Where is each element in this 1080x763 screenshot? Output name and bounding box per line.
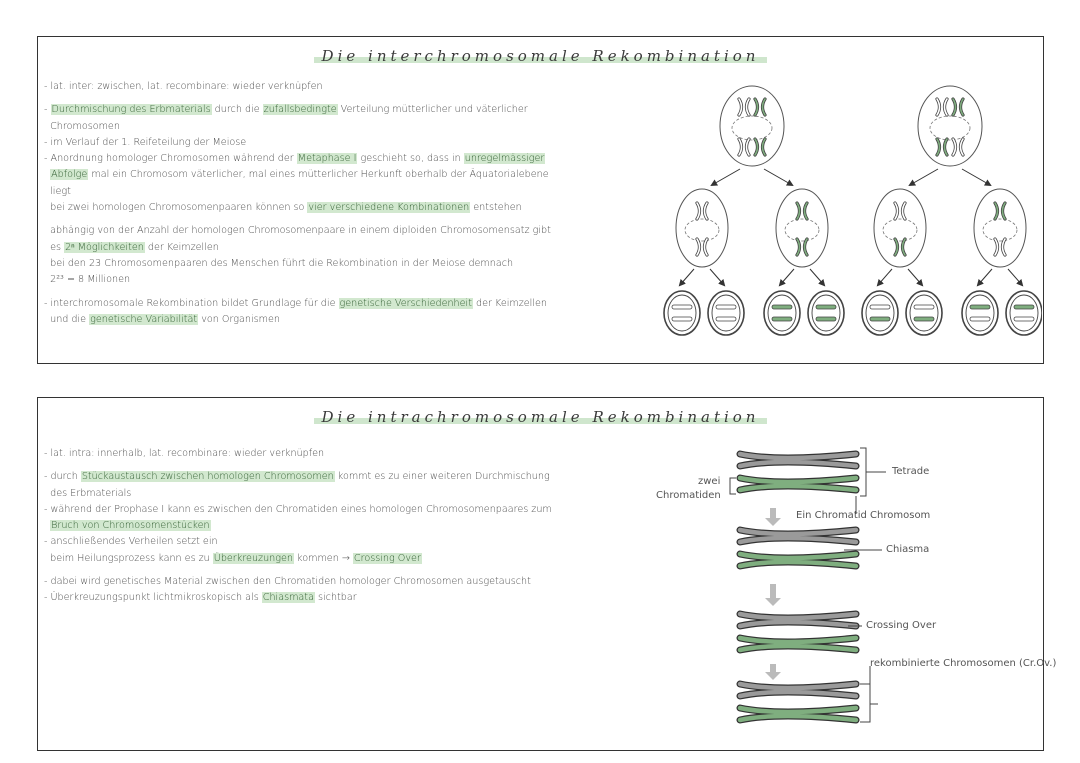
inter-line bbox=[44, 272, 604, 288]
inter-line: - Anordnung homologer Chromosomen während der Metaphase I geschieht so, dass in unregelmässiger bbox=[44, 153, 545, 165]
note-text: durch die bbox=[211, 104, 263, 116]
inter-line bbox=[44, 312, 604, 328]
crossing-over-figure bbox=[608, 436, 1057, 746]
division-arrow bbox=[712, 169, 740, 185]
inter-line bbox=[44, 167, 604, 183]
division-arrow bbox=[1008, 269, 1022, 285]
gamete-cell bbox=[664, 291, 700, 335]
inter-line bbox=[44, 200, 604, 216]
gamete-chromosome bbox=[970, 305, 990, 309]
note-text: dabei wird genetisches Material zwischen den Chromatiden homologer Chromosomen ausgetauscht bbox=[50, 576, 531, 588]
intrachromosomal-title: Die intrachromosomale Rekombination bbox=[38, 408, 1043, 426]
highlighted-term: Durchmischung des Erbmaterials bbox=[51, 104, 211, 116]
inter-line bbox=[44, 256, 604, 272]
intra-line: - dabei wird genetisches Material zwischen den Chromatiden homologer Chromosomen ausgetauscht bbox=[44, 576, 531, 588]
highlighted-term: Überkreuzungen bbox=[213, 552, 293, 564]
gamete-chromosome bbox=[716, 305, 736, 309]
gamete-cell bbox=[708, 291, 744, 335]
inter-line: - im Verlauf der 1. Reifeteilung der Meiose bbox=[44, 136, 247, 148]
division-arrow bbox=[962, 169, 990, 185]
gamete-chromosome bbox=[870, 305, 890, 309]
note-text: Chromosomen bbox=[50, 120, 120, 132]
inter-line: - lat. inter: zwischen, lat. recombinare: wieder verknüpfen bbox=[44, 81, 323, 92]
highlighted-term: genetische Verschiedenheit bbox=[339, 297, 472, 309]
inter-line bbox=[44, 184, 604, 200]
label-zwei: zwei bbox=[698, 476, 721, 487]
parent-cell bbox=[918, 86, 982, 166]
gamete-cell bbox=[862, 291, 898, 335]
inter-line bbox=[44, 240, 604, 256]
note-text: lat. intra: innerhalb, lat. recombinare: wieder verknüpfen bbox=[50, 448, 325, 459]
note-text: anschließendes Verheilen setzt ein bbox=[50, 536, 218, 548]
highlighted-term: 2ⁿ Möglichkeiten bbox=[65, 241, 144, 253]
division-arrow bbox=[680, 269, 694, 285]
note-text: der Keimzellen bbox=[472, 297, 547, 309]
inter-line: - Durchmischung des Erbmaterials durch die zufallsbedingte Verteilung mütterlicher und väterlicher bbox=[44, 104, 528, 116]
stage-arrow-head bbox=[765, 672, 781, 680]
label-tetrade: Tetrade bbox=[892, 466, 930, 477]
interchromosomal-title: Die interchromosomale Rekombination bbox=[38, 47, 1043, 65]
highlighted-term: vier verschiedene Kombinationen bbox=[308, 202, 470, 214]
label-chiasma: Chiasma bbox=[886, 544, 930, 555]
highlighted-term: zufallsbedingte bbox=[263, 104, 337, 116]
stage-arrow bbox=[770, 584, 776, 598]
note-text: bei den 23 Chromosomenpaaren des Menschen führt die Rekombination in der Meiose demnach bbox=[50, 257, 514, 269]
note-text: im Verlauf der 1. Reifeteilung der Meiose bbox=[50, 136, 247, 148]
intra-line: - Überkreuzungspunkt lichtmikroskopisch als Chiasmata sichtbar bbox=[44, 592, 357, 604]
gamete-chromosome bbox=[716, 317, 736, 321]
highlighted-term: Bruch von Chromosomenstücken bbox=[51, 520, 210, 532]
note-text: abhängig von der Anzahl der homologen Chromosomenpaare in einem diploiden Chromosomensatz gibt bbox=[50, 225, 551, 237]
intra-line: - anschließendes Verheilen setzt ein bbox=[44, 536, 218, 548]
division-arrow bbox=[780, 269, 794, 285]
daughter-cell bbox=[676, 189, 728, 267]
note-text: es bbox=[50, 241, 65, 253]
daughter-cell bbox=[974, 189, 1026, 267]
division-arrow bbox=[978, 269, 992, 285]
note-text: der Keimzellen bbox=[144, 241, 219, 253]
division-arrow bbox=[810, 269, 824, 285]
inter-line bbox=[44, 119, 604, 135]
note-text: durch bbox=[50, 471, 81, 483]
division-arrow bbox=[710, 269, 724, 285]
intrachromosomal-card bbox=[37, 397, 1057, 751]
zwei-chromatiden-bracket bbox=[730, 478, 736, 494]
highlighted-term: Stückaustausch zwischen homologen Chromosomen bbox=[81, 471, 334, 483]
gamete-cell bbox=[808, 291, 844, 335]
note-text: von Organismen bbox=[198, 313, 280, 325]
intra-line bbox=[44, 551, 604, 567]
gamete-cell bbox=[1006, 291, 1042, 335]
intrachromosomal-notes bbox=[44, 446, 604, 607]
highlighted-term: Metaphase I bbox=[297, 153, 357, 165]
stage-arrow-head bbox=[765, 518, 781, 526]
gamete-cell bbox=[764, 291, 800, 335]
note-text: lat. inter: zwischen, lat. recombinare: wieder verknüpfen bbox=[50, 81, 323, 92]
highlighted-term: genetische Variabilität bbox=[90, 313, 198, 325]
stage-arrow bbox=[770, 508, 776, 518]
stage-arrow bbox=[770, 664, 776, 672]
gamete-chromosome bbox=[816, 317, 836, 321]
division-arrow bbox=[764, 169, 792, 185]
note-text: sichtbar bbox=[314, 592, 357, 604]
gamete-chromosome bbox=[914, 305, 934, 309]
gamete-chromosome bbox=[772, 317, 792, 321]
meiosis-combinations-figure bbox=[662, 81, 1042, 363]
interchromosomal-notes bbox=[44, 79, 604, 328]
intra-line: - lat. intra: innerhalb, lat. recombinare: wieder verknüpfen bbox=[44, 448, 325, 459]
gamete-chromosome bbox=[672, 317, 692, 321]
division-arrow bbox=[908, 269, 922, 285]
gamete-chromosome bbox=[1014, 317, 1034, 321]
note-text: beim Heilungsprozess kann es zu bbox=[50, 552, 213, 564]
division-arrow bbox=[910, 169, 938, 185]
note-text: mal ein Chromosom väterlicher, mal eines mütterlicher Herkunft oberhalb der Äquatorialebene bbox=[88, 169, 549, 181]
tetrade-bracket bbox=[860, 448, 866, 496]
gamete-chromosome bbox=[870, 317, 890, 321]
gamete-cell bbox=[906, 291, 942, 335]
label-crossing-over: Crossing Over bbox=[866, 620, 937, 631]
intra-line: - während der Prophase I kann es zwischen den Chromatiden eines homologen Chromosomenpaares zum bbox=[44, 503, 552, 515]
stage-arrow-head bbox=[765, 598, 781, 606]
note-text: kommen → bbox=[293, 552, 353, 564]
note-text: 2²³ = 8 Millionen bbox=[50, 274, 131, 286]
interchromosomal-card bbox=[37, 36, 1044, 364]
note-text: kommt es zu einer weiteren Durchmischung bbox=[334, 471, 550, 483]
intra-line bbox=[44, 518, 604, 534]
note-text: geschieht so, dass in bbox=[357, 153, 464, 165]
gamete-chromosome bbox=[672, 305, 692, 309]
label-chromatid: Ein Chromatid Chromosom bbox=[796, 510, 931, 521]
note-text: entstehen bbox=[470, 202, 522, 214]
division-arrow bbox=[878, 269, 892, 285]
gamete-chromosome bbox=[1014, 305, 1034, 309]
note-text: interchromosomale Rekombination bildet Grundlage für die bbox=[50, 297, 339, 309]
daughter-cell bbox=[776, 189, 828, 267]
intra-line bbox=[44, 486, 604, 502]
intra-line: - durch Stückaustausch zwischen homologen Chromosomen kommt es zu einer weiteren Durchmischung bbox=[44, 471, 550, 483]
label-recombined: rekombinierte Chromosomen (Cr.Ov.) bbox=[870, 658, 1057, 669]
gamete-chromosome bbox=[772, 305, 792, 309]
inter-line: - interchromosomale Rekombination bildet Grundlage für die genetische Verschiedenheit der Keimzellen bbox=[44, 297, 547, 309]
note-text: des Erbmaterials bbox=[50, 487, 132, 499]
label-chromatiden: Chromatiden bbox=[656, 490, 721, 501]
gamete-chromosome bbox=[914, 317, 934, 321]
note-text: Überkreuzungspunkt lichtmikroskopisch als bbox=[50, 592, 262, 604]
highlighted-term: unregelmässiger bbox=[464, 153, 545, 165]
note-text: Anordnung homologer Chromosomen während der bbox=[50, 153, 297, 165]
gamete-chromosome bbox=[970, 317, 990, 321]
highlighted-term: Chiasmata bbox=[262, 592, 314, 604]
gamete-cell bbox=[962, 291, 998, 335]
note-text: bei zwei homologen Chromosomenpaaren können so bbox=[50, 202, 308, 214]
recombined-bracket bbox=[860, 666, 878, 722]
note-text: Verteilung mütterlicher und väterlicher bbox=[337, 104, 528, 116]
note-text: und die bbox=[50, 313, 90, 325]
gamete-chromosome bbox=[816, 305, 836, 309]
parent-cell bbox=[720, 86, 784, 166]
highlighted-term: Abfolge bbox=[51, 169, 88, 181]
note-text: während der Prophase I kann es zwischen den Chromatiden eines homologen Chromosomenpaares zum bbox=[50, 503, 552, 515]
inter-line bbox=[44, 223, 604, 239]
daughter-cell bbox=[874, 189, 926, 267]
note-text: liegt bbox=[50, 185, 71, 197]
highlighted-term: Crossing Over bbox=[353, 552, 421, 564]
